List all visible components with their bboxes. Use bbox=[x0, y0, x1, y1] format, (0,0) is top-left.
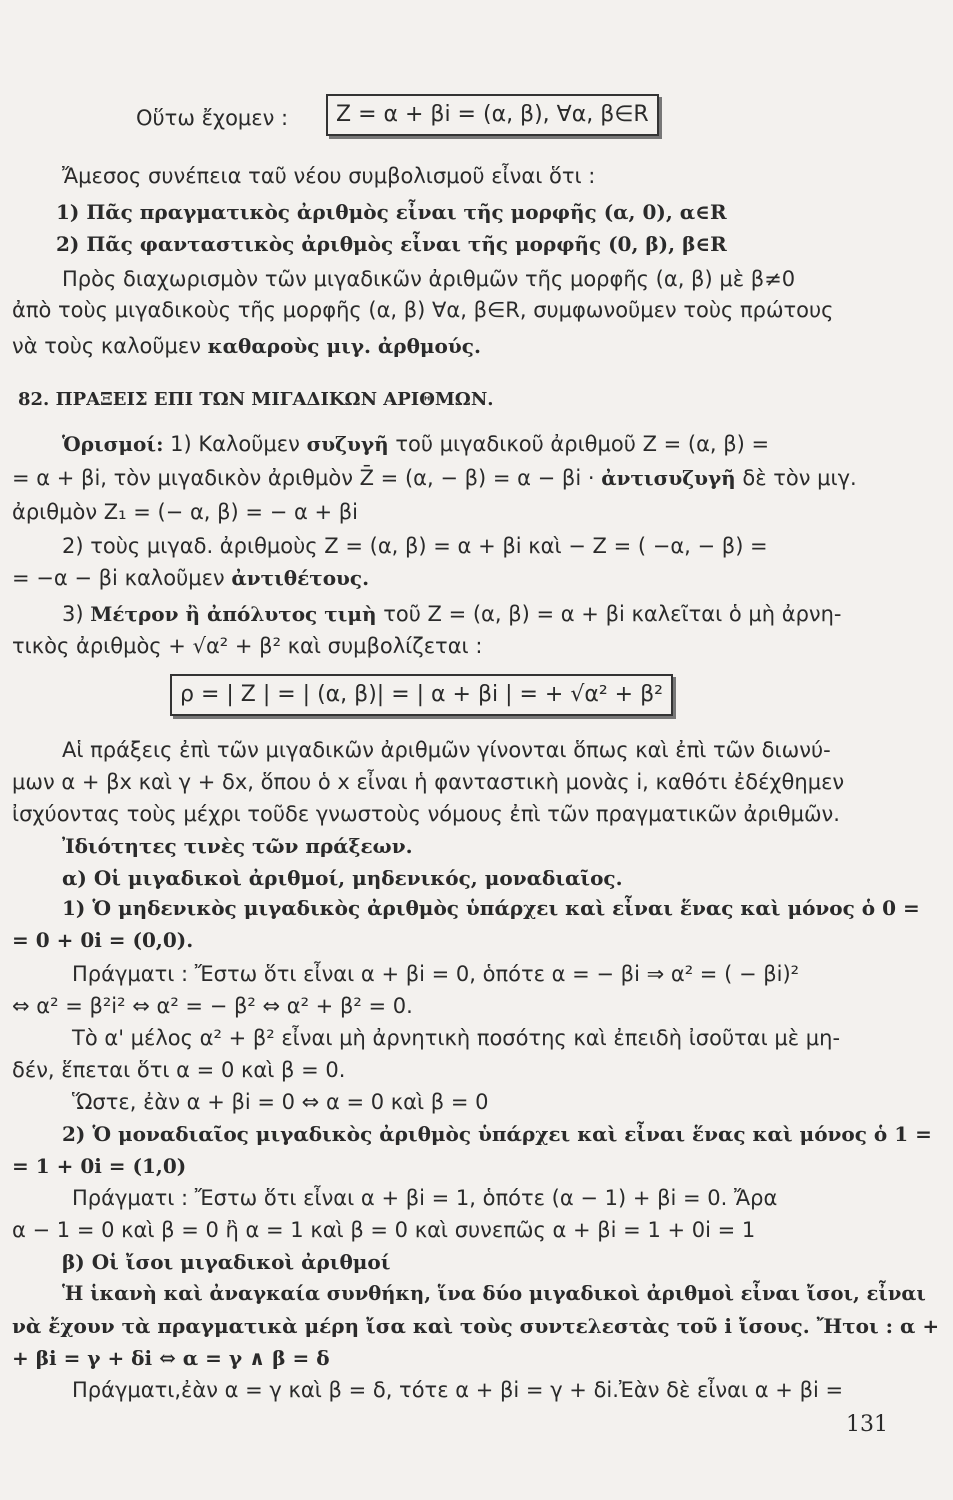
text-line: Πράγματι : Ἔστω ὅτι εἶναι α + βi = 1, ὁπότε (α − 1) + βi = 0. Ἄρα bbox=[72, 1186, 778, 1210]
text-line: = −α − βi καλοῦμεν ἀντιθέτους. bbox=[12, 566, 370, 590]
text-line: 1) Ὁ μηδενικὸς μιγαδικὸς ἀριθμὸς ὑπάρχει καὶ εἶναι ἕνας καὶ μόνος ὁ 0 = bbox=[62, 896, 920, 920]
text-line: + βi = γ + δi ⇔ α = γ ∧ β = δ bbox=[12, 1346, 330, 1370]
text-line: Τὸ α' μέλος α² + β² εἶναι μὴ ἀρνητικὴ ποσότης καὶ ἐπειδὴ ἰσοῦται μὲ μη- bbox=[72, 1026, 841, 1050]
formula-box-definition: Z = α + βi = (α, β), ∀α, β∈R bbox=[326, 94, 659, 136]
formula-box-modulus: ρ = | Z | = | (α, β)| = | α + βi | = + √α² + β² bbox=[170, 674, 673, 716]
text-line: 3) Μέτρον ἢ ἀπόλυτος τιμὴ τοῦ Z = (α, β) = α + βi καλεῖται ὁ μὴ ἀρνη- bbox=[62, 602, 842, 626]
subheading: β) Οἱ ἴσοι μιγαδικοὶ ἀριθμοί bbox=[62, 1250, 391, 1274]
text-line: Ὥστε, ἐὰν α + βi = 0 ⇔ α = 0 καὶ β = 0 bbox=[72, 1090, 489, 1114]
text-line: ἀριθμὸν Z₁ = (− α, β) = − α + βi bbox=[12, 500, 358, 524]
text-line: Ὁρισμοί: 1) Καλοῦμεν συζυγῆ τοῦ μιγαδικοῦ ἀριθμοῦ Z = (α, β) = bbox=[62, 432, 770, 456]
subheading: α) Οἱ μιγαδικοὶ ἀριθμοί, μηδενικός, μοναδιαῖος. bbox=[62, 866, 623, 890]
text-line: Ἡ ἱκανὴ καὶ ἀναγκαία συνθήκη, ἵνα δύο μιγαδικοὶ ἀριθμοὶ εἶναι ἴσοι, εἶναι bbox=[62, 1282, 926, 1305]
page-number: 131 bbox=[846, 1412, 888, 1437]
subheading: Ἰδιότητες τινὲς τῶν πράξεων. bbox=[62, 834, 413, 858]
text-line: Πρὸς διαχωρισμὸν τῶν μιγαδικῶν ἀριθμῶν τῆς μορφῆς (α, β) μὲ β≠0 bbox=[62, 267, 796, 291]
text-line: 1) Πᾶς πραγματικὸς ἀριθμὸς εἶναι τῆς μορφῆς (α, 0), α∈R bbox=[56, 200, 727, 224]
text-line: Οὕτω ἔχομεν : bbox=[136, 106, 289, 130]
text-line: τικὸς ἀριθμὸς + √α² + β² καὶ συμβολίζεται : bbox=[12, 634, 483, 658]
text-line: ἰσχύοντας τοὺς μέχρι τοῦδε γνωστοὺς νόμους ἐπὶ τῶν πραγματικῶν ἀριθμῶν. bbox=[12, 802, 840, 826]
text-line: Πράγματι : Ἔστω ὅτι εἶναι α + βi = 0, ὁπότε α = − βi ⇒ α² = ( − βi)² bbox=[72, 962, 800, 986]
text-line: ἀπὸ τοὺς μιγαδικοὺς τῆς μορφῆς (α, β) ∀α, β∈R, συμφωνοῦμεν τοὺς πρώτους bbox=[12, 298, 834, 322]
text-line: = α + βi, τὸν μιγαδικὸν ἀριθμὸν Z̄ = (α, − β) = α − βi · ἀντισυζυγῆ δὲ τὸν μιγ. bbox=[12, 466, 857, 490]
text-line: Πράγματι,ἐὰν α = γ καὶ β = δ, τότε α + βi = γ + δi.Ἐὰν δὲ εἶναι α + βi = bbox=[72, 1378, 844, 1402]
text-line: 2) Ὁ μοναδιαῖος μιγαδικὸς ἀριθμὸς ὑπάρχει καὶ εἶναι ἕνας καὶ μόνος ὁ 1 = bbox=[62, 1122, 932, 1146]
section-heading: 82. ΠΡΑΞΕΙΣ ΕΠΙ ΤΩΝ ΜΙΓΑΔΙΚΩΝ ΑΡΙΘΜΩΝ. bbox=[18, 389, 494, 410]
text-line: = 1 + 0i = (1,0) bbox=[12, 1154, 187, 1178]
text-line: δέν, ἕπεται ὅτι α = 0 καὶ β = 0. bbox=[12, 1058, 346, 1082]
text-line: 2) τοὺς μιγαδ. ἀριθμοὺς Z = (α, β) = α + βi καὶ − Z = ( −α, − β) = bbox=[62, 534, 768, 558]
text-line: Αἱ πράξεις ἐπὶ τῶν μιγαδικῶν ἀριθμῶν γίνονται ὅπως καὶ ἐπὶ τῶν διωνύ- bbox=[62, 738, 831, 762]
text-line: α − 1 = 0 καὶ β = 0 ἢ α = 1 καὶ β = 0 καὶ συνεπῶς α + βi = 1 + 0i = 1 bbox=[12, 1218, 756, 1242]
text-line: 2) Πᾶς φανταστικὸς ἀριθμὸς εἶναι τῆς μορφῆς (0, β), β∈R bbox=[56, 232, 727, 256]
text-line: = 0 + 0i = (0,0). bbox=[12, 928, 194, 952]
text-line: Ἄμεσος συνέπεια ταῦ νέου συμβολισμοῦ εἶναι ὅτι : bbox=[62, 164, 596, 188]
text-line: ⇔ α² = β²i² ⇔ α² = − β² ⇔ α² + β² = 0. bbox=[12, 994, 413, 1018]
text-line: νὰ ἔχουν τὰ πραγματικὰ μέρη ἴσα καὶ τοὺς συντελεστὰς τοῦ i ἴσους. Ἤτοι : α + bbox=[12, 1314, 940, 1338]
text-line: νὰ τοὺς καλοῦμεν καθαροὺς μιγ. ἀρθμούς. bbox=[12, 334, 481, 358]
text-line: μων α + βx καὶ γ + δx, ὅπου ὁ x εἶναι ἡ φανταστικὴ μονὰς i, καθότι ἐδέχθημεν bbox=[12, 770, 845, 794]
